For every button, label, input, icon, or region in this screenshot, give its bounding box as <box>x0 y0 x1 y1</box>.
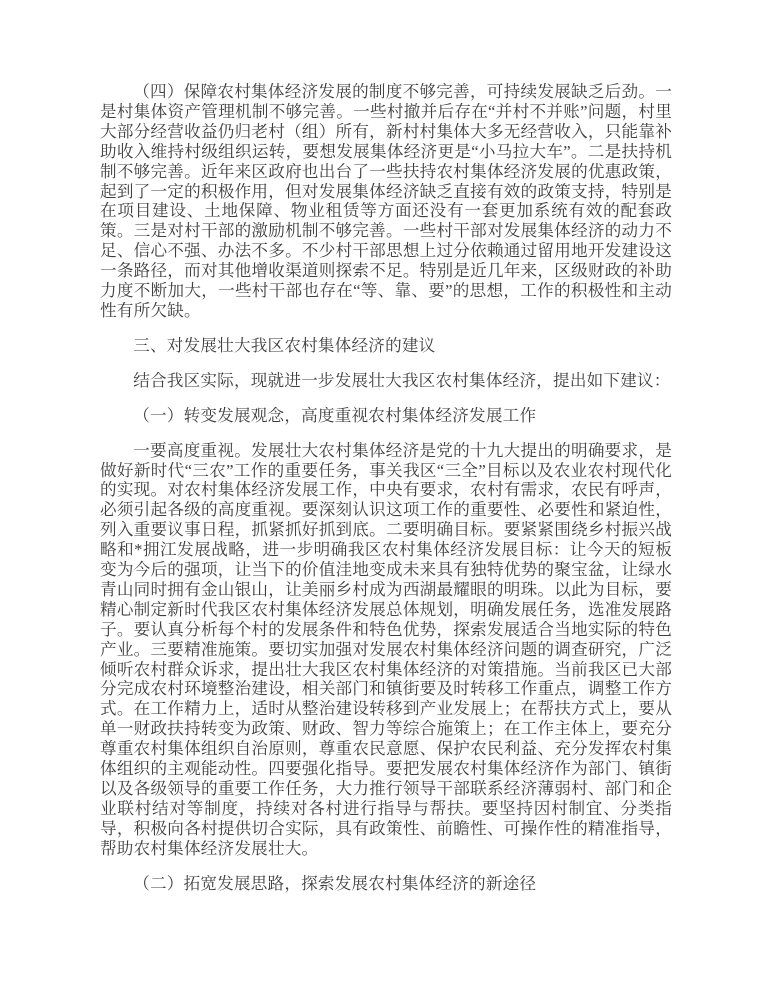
heading-suggestion-one-change-concept: （一）转变发展观念，高度重视农村集体经济发展工作 <box>133 405 537 425</box>
paragraph-point-four-institutional-issues: （四）保障农村集体经济发展的制度不够完善，可持续发展缺乏后劲。一是村集体资产管理机制不够完善。一些村撤并后存在“并村不并账”问题，村里大部分经营收益仍归老村（组）所有，新村村集体大多无经营收入，只能靠补助收入维持村级组织运转，要想发展集体经济更是“小马拉大车”。二是扶持机制不够完善。近年来区政府也出台了一些扶持农村集体经济发展的优惠政策，起到了一定的积极作用，但对发展集体经济缺乏直接有效的政策支持，特别是在项目建设、土地保障、物业租赁等方面还没有一套更加系统有效的配套政策。三是对村干部的激励机制不够完善。一些村干部对发展集体经济的动力不足、信心不强、办法不多。不少村干部思想上过分依赖通过留用地开发建设这一条路径，而对其他增收渠道则探索不足。特别是近几年来，区级财政的补助力度不断加大，一些村干部也存在“等、靠、要”的思想，工作的积极性和主动性有所欠缺。 <box>100 82 672 320</box>
heading-section-three-suggestions: 三、对发展壮大我区农村集体经济的建议 <box>133 335 436 355</box>
paragraph-suggestions-intro: 结合我区实际，现就进一步发展壮大我区农村集体经济，提出如下建议： <box>133 370 671 390</box>
paragraph-suggestion-one-body: 一要高度重视。发展壮大农村集体经济是党的十九大提出的明确要求，是做好新时代“三农”工作的重要任务，事关我区“三全”目标以及农业农村现代化的实现。对农村集体经济发展工作，中央有要求，农村有需求，农民有呼声，必须引起各级的高度重视。要深刻认识这项工作的重要性、必要性和紧迫性，列入重要议事日程，抓紧抓好抓到底。二要明确目标。要紧紧围绕乡村振兴战略和*拥江发展战略，进一步明确我区农村集体经济发展目标：让今天的短板变为今后的强项，让当下的价值洼地变成未来具有独特优势的聚宝盆，让绿水青山同时拥有金山银山，让美丽乡村成为西湖最耀眼的明珠。以此为目标，要精心制定新时代我区农村集体经济发展总体规划，明确发展任务，选准发展路子。要认真分析每个村的发展条件和特色优势，探索发展适合当地实际的特色产业。三要精准施策。要切实加强对发展农村集体经济问题的调查研究，广泛倾听农村群众诉求，提出壮大我区农村集体经济的对策措施。当前我区已大部分完成农村环境整治建设，相关部门和镇街要及时转移工作重点，调整工作方式。在工作精力上，适时从整治建设转移到产业发展上；在帮扶方式上，要从单一财政扶持转变为政策、财政、智力等综合施策上；在工作主体上，要充分尊重农村集体组织自治原则，尊重农民意愿、保护农民利益、充分发挥农村集体组织的主观能动性。四要强化指导。要把发展农村集体经济作为部门、镇街以及各级领导的重要工作任务，大力推行领导干部联系经济薄弱村、部门和企业联村结对等制度，持续对各村进行指导与帮扶。要坚持因村制宜、分类指导，积极向各村提供切合实际，具有政策性、前瞻性、可操作性的精准指导，帮助农村集体经济发展壮大。 <box>100 440 672 858</box>
heading-suggestion-two-broaden-ideas: （二）拓宽发展思路，探索发展农村集体经济的新途径 <box>133 873 537 893</box>
